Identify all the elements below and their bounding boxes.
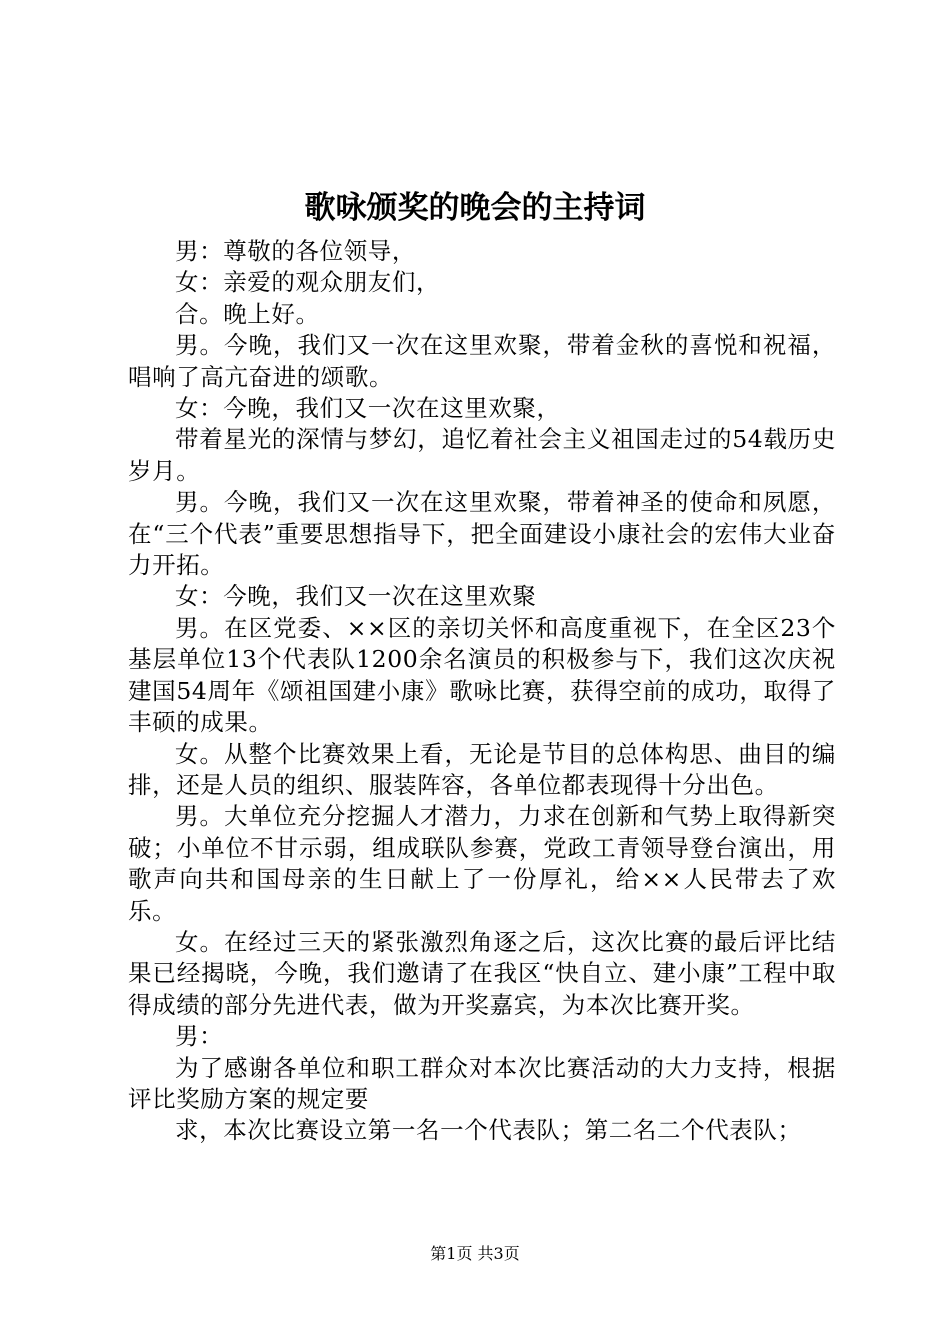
paragraph: 求，本次比赛设立第一名一个代表队；第二名二个代表队； [175,1116,802,1145]
paragraph: 女。从整个比赛效果上看，无论是节目的总体构思、曲目的编排，还是人员的组织、服装阵容，各单位都表现得十分出色。 [128,739,836,799]
paragraph: 男。今晚，我们又一次在这里欢聚，带着神圣的使命和夙愿，在“三个代表”重要思想指导下，把全面建设小康社会的宏伟大业奋力开拓。 [128,488,836,580]
paragraph: 女：亲爱的观众朋友们， [175,268,441,297]
document-body [128,236,836,1147]
paragraph: 男。大单位充分挖掘人才潜力，力求在创新和气势上取得新突破；小单位不甘示弱，组成联队参赛，党政工青领导登台演出，用歌声向共和国母亲的生日献上了一份厚礼，给××人民带去了欢乐。 [128,802,836,925]
paragraph: 合。晚上好。 [175,299,320,328]
paragraph: 为了感谢各单位和职工群众对本次比赛活动的大力支持，根据评比奖励方案的规定要 [128,1053,836,1113]
paragraph: 女：今晚，我们又一次在这里欢聚， [175,394,561,423]
paragraph: 带着星光的深情与梦幻，追忆着社会主义祖国走过的54载历史岁月。 [128,425,836,485]
document-title: 歌咏颁奖的晚会的主持词 [304,190,646,226]
paragraph: 男。在区党委、××区的亲切关怀和高度重视下，在全区23个基层单位13个代表队1200余名演员的积极参与下，我们这次庆祝建国54周年《颂祖国建小康》歌咏比赛，获得空前的成功，取得了丰硕的成果。 [128,613,836,737]
paragraph: 男： [175,1022,224,1051]
page-footer: 第1页 共3页 [430,1244,520,1263]
paragraph: 男：尊敬的各位领导， [175,237,416,265]
paragraph: 男。今晚，我们又一次在这里欢聚，带着金秋的喜悦和祝福，唱响了高亢奋进的颂歌。 [128,331,836,391]
paragraph: 女。在经过三天的紧张激烈角逐之后，这次比赛的最后评比结果已经揭晓，今晚，我们邀请了在我区“快自立、建小康”工程中取得成绩的部分先进代表，做为开奖嘉宾，为本次比赛开奖。 [128,927,836,1019]
paragraph: 女：今晚，我们又一次在这里欢聚 [175,582,537,611]
